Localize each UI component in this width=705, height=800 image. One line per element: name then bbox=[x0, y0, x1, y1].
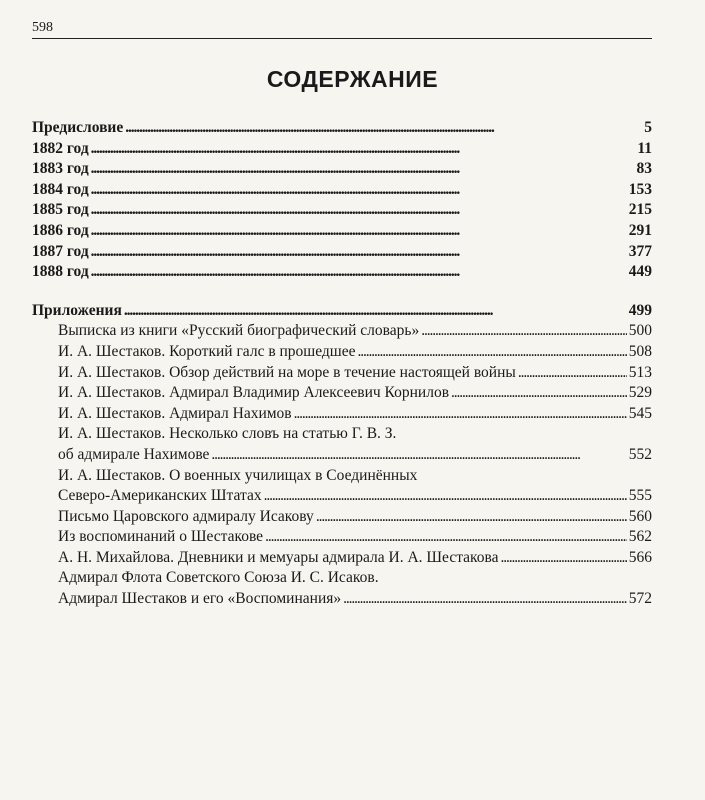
toc-entry-page: 562 bbox=[628, 528, 652, 546]
toc-entry-label: Предисловие bbox=[32, 119, 124, 136]
toc-entry-page: 153 bbox=[628, 180, 652, 198]
toc-entry-label: А. Н. Михайлова. Дневники и мемуары адмирала И. А. Шестакова bbox=[58, 548, 499, 566]
leader-dots bbox=[91, 159, 635, 180]
leader-dots bbox=[125, 118, 642, 139]
toc-entry-1886[interactable] bbox=[32, 221, 652, 242]
toc-entry-page: 566 bbox=[628, 548, 652, 566]
leader-dots bbox=[91, 200, 627, 221]
toc-subentry[interactable] bbox=[32, 445, 652, 466]
toc-entry-1882[interactable] bbox=[32, 139, 652, 160]
toc-subentry[interactable] bbox=[32, 589, 652, 610]
toc-entry-label: Северо-Американских Штатах bbox=[58, 487, 262, 505]
toc-subentry[interactable] bbox=[32, 404, 652, 425]
toc-entry-label: Приложения bbox=[32, 301, 122, 319]
toc-subentry[interactable] bbox=[32, 486, 652, 507]
page-number: 598 bbox=[32, 20, 53, 35]
leader-dots bbox=[316, 507, 627, 528]
toc-entry-label: Адмирал Шестаков и его «Воспоминания» bbox=[58, 590, 342, 608]
leader-dots bbox=[358, 342, 627, 363]
toc-subentry[interactable] bbox=[32, 527, 652, 548]
toc-entry-label: И. А. Шестаков. Адмирал Владимир Алексеевич Корнилов bbox=[58, 384, 450, 402]
toc-entry-label: И. А. Шестаков. Адмирал Нахимов bbox=[58, 404, 292, 422]
toc-entry-page: 552 bbox=[628, 445, 652, 463]
toc-subentry[interactable] bbox=[32, 548, 652, 569]
toc-entry-appendix[interactable] bbox=[32, 301, 652, 322]
toc-entry-label: Из воспоминаний о Шестакове bbox=[58, 528, 264, 546]
leader-dots bbox=[124, 301, 627, 322]
toc-entry-page: 555 bbox=[628, 487, 652, 505]
toc-subentry[interactable] bbox=[32, 363, 652, 384]
leader-dots bbox=[264, 486, 627, 507]
toc-entry-label: Выписка из книги «Русский биографический словарь» bbox=[58, 322, 420, 340]
leader-dots bbox=[91, 221, 627, 242]
leader-dots bbox=[518, 363, 627, 384]
toc-subentry[interactable] bbox=[32, 321, 652, 342]
leader-dots bbox=[91, 139, 636, 160]
toc-entry-page: 83 bbox=[636, 160, 652, 178]
toc-entry-preface[interactable] bbox=[32, 118, 652, 139]
toc-entry-page: 508 bbox=[628, 342, 652, 360]
toc-entry-label: И. А. Шестаков. Обзор действий на море в течение настоящей войны bbox=[58, 363, 516, 381]
toc-entry-label: Письмо Царовского адмиралу Исакову bbox=[58, 507, 314, 525]
toc-subentry-first-line: Адмирал Флота Советского Союза И. С. Исаков. bbox=[58, 569, 379, 587]
toc-entry-page: 529 bbox=[628, 384, 652, 402]
toc-entry-1884[interactable] bbox=[32, 180, 652, 201]
toc-entry-page: 499 bbox=[628, 301, 652, 319]
toc-entry-page: 560 bbox=[628, 507, 652, 525]
toc-entry-1885[interactable] bbox=[32, 200, 652, 221]
toc-entry-1888[interactable] bbox=[32, 262, 652, 283]
leader-dots bbox=[91, 262, 627, 283]
toc-entry-page: 572 bbox=[628, 590, 652, 608]
toc-entry-page: 5 bbox=[644, 119, 652, 136]
toc-subentry-first-line: И. А. Шестаков. Несколько словъ на статью Г. В. З. bbox=[58, 425, 397, 443]
leader-dots bbox=[421, 321, 627, 342]
page-title: СОДЕРЖАНИЕ bbox=[266, 66, 439, 92]
leader-dots bbox=[451, 383, 627, 404]
toc-entry-label: 1888 год bbox=[32, 263, 89, 281]
toc-entry-label: 1883 год bbox=[32, 160, 89, 178]
leader-dots bbox=[294, 404, 627, 425]
leader-dots bbox=[343, 589, 627, 610]
toc-entry-page: 500 bbox=[628, 322, 652, 340]
toc-entry-page: 215 bbox=[628, 201, 652, 219]
toc-subentry-first-line: И. А. Шестаков. О военных училищах в Соединённых bbox=[58, 466, 418, 484]
toc-entry-label: И. А. Шестаков. Короткий галс в прошедшее bbox=[58, 342, 356, 360]
leader-dots bbox=[501, 548, 627, 569]
toc-entry-label: 1884 год bbox=[32, 180, 89, 198]
toc-subentry[interactable] bbox=[32, 507, 652, 528]
toc-entry-label: 1885 год bbox=[32, 201, 89, 219]
toc-entry-page: 513 bbox=[628, 363, 652, 381]
toc-entry-page: 11 bbox=[637, 139, 652, 157]
toc-entry-page: 291 bbox=[628, 221, 652, 239]
header-rule bbox=[32, 38, 652, 39]
toc-entry-1883[interactable] bbox=[32, 159, 652, 180]
toc-entry-label: 1882 год bbox=[32, 139, 89, 157]
leader-dots bbox=[211, 445, 626, 466]
toc-entry-1887[interactable] bbox=[32, 242, 652, 263]
leader-dots bbox=[265, 527, 627, 548]
toc-subentry[interactable] bbox=[32, 383, 652, 404]
toc-entry-page: 377 bbox=[628, 242, 652, 260]
leader-dots bbox=[91, 180, 627, 201]
table-of-contents bbox=[32, 118, 652, 610]
section-gap bbox=[32, 283, 652, 301]
toc-entry-label: 1886 год bbox=[32, 221, 89, 239]
toc-entry-page: 545 bbox=[628, 404, 652, 422]
leader-dots bbox=[91, 242, 627, 263]
toc-entry-label: 1887 год bbox=[32, 242, 89, 260]
toc-entry-label: об адмирале Нахимове bbox=[58, 445, 210, 463]
toc-entry-page: 449 bbox=[628, 263, 652, 281]
toc-subentry[interactable] bbox=[32, 342, 652, 363]
